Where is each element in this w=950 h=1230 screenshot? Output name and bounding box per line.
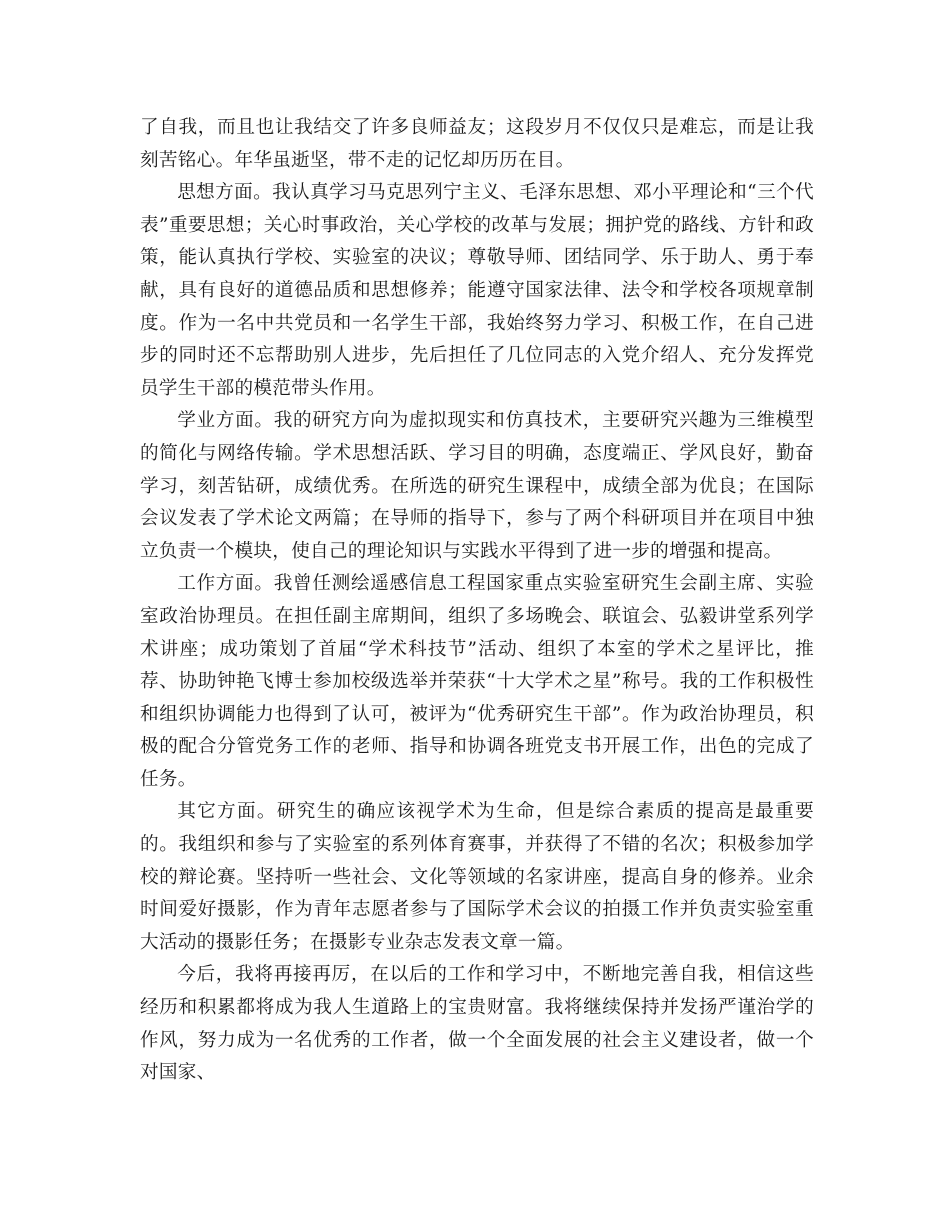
paragraph-ideology: 思想方面。我认真学习马克思列宁主义、毛泽东思想、邓小平理论和“三个代表”重要思想；关心时事政治，关心学校的改革与发展；拥护党的路线、方针和政策，能认真执行学校、实验室的决议；尊敬导师、团结同学、乐于助人、勇于奉献，具有良好的道德品质和思想修养；能遵守国家法律、法令和学校各项规章制度。作为一名中共党员和一名学生干部，我始终努力学习、积极工作，在自己进步的同时还不忘帮助别人进步，先后担任了几位同志的入党介绍人、充分发挥党员学生干部的模范带头作用。 bbox=[140, 182, 814, 399]
paragraph-other: 其它方面。研究生的确应该视学术为生命，但是综合素质的提高是最重要的。我组织和参与了实验室的系列体育赛事，并获得了不错的名次；积极参加学校的辩论赛。坚持听一些社会、文化等领域的名家讲座，提高自身的修养。业余时间爱好摄影，作为青年志愿者参与了国际学术会议的拍摄工作并负责实验室重大活动的摄影任务；在摄影专业杂志发表文章一篇。 bbox=[140, 801, 814, 953]
paragraph-academics: 学业方面。我的研究方向为虚拟现实和仿真技术，主要研究兴趣为三维模型的简化与网络传输。学术思想活跃、学习目的明确，态度端正、学风良好，勤奋学习，刻苦钻研，成绩优秀。在所选的研究生课程中，成绩全部为优良；在国际会议发表了学术论文两篇；在导师的指导下，参与了两个科研项目并在项目中独立负责一个模块，使自己的理论知识与实践水平得到了进一步的增强和提高。 bbox=[140, 410, 814, 562]
document-page bbox=[140, 112, 814, 1090]
paragraph-continuation: 了自我，而且也让我结交了许多良师益友；这段岁月不仅仅只是难忘，而是让我刻苦铭心。年华虽逝坚，带不走的记忆却历历在目。 bbox=[140, 117, 814, 171]
paragraph-future: 今后，我将再接再厉，在以后的工作和学习中，不断地完善自我，相信这些经历和积累都将成为我人生道路上的宝贵财富。我将继续保持并发扬严谨治学的作风，努力成为一名优秀的工作者，做一个全面发展的社会主义建设者，做一个对国家、 bbox=[140, 964, 814, 1084]
paragraph-work: 工作方面。我曾任测绘遥感信息工程国家重点实验室研究生会副主席、实验室政治协理员。在担任副主席期间，组织了多场晚会、联谊会、弘毅讲堂系列学术讲座；成功策划了首届“学术科技节”活动、组织了本室的学术之星评比，推荐、协助钟艳飞博士参加校级选举并荣获“十大学术之星”称号。我的工作积极性和组织协调能力也得到了认可，被评为“优秀研究生干部”。作为政治协理员，积极的配合分管党务工作的老师、指导和协调各班党支书开展工作，出色的完成了任务。 bbox=[140, 573, 814, 790]
